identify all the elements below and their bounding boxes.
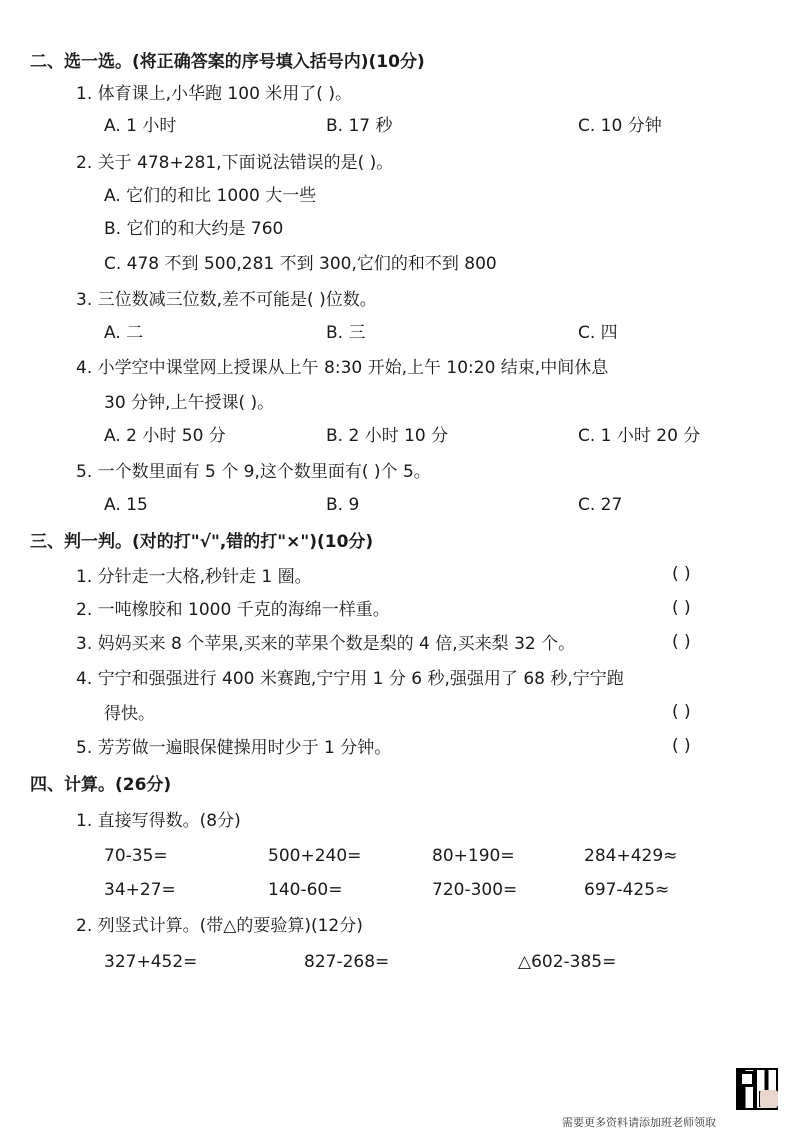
calc-item: 697-425≈ xyxy=(584,880,670,900)
calc-item: 140-60= xyxy=(268,880,343,900)
question-4: 4. 小学空中课堂网上授课从上午 8:30 开始,上午 10:20 结束,中间休息 xyxy=(76,358,609,378)
q3-option-b: B. 三 xyxy=(326,323,366,343)
judge-item-3: 3. 妈妈买来 8 个苹果,买来的苹果个数是梨的 4 倍,买来梨 32 个。 xyxy=(76,634,576,654)
q2-option-c: C. 478 不到 500,281 不到 300,它们的和不到 800 xyxy=(104,254,497,274)
judge-item-5: 5. 芳芳做一遍眼保健操用时少于 1 分钟。 xyxy=(76,738,392,758)
judge-item-4: 4. 宁宁和强强进行 400 米赛跑,宁宁用 1 分 6 秒,强强用了 68 秒,宁宁跑 xyxy=(76,669,624,689)
answer-blank[interactable]: ( ) xyxy=(672,632,691,652)
q4-option-a: A. 2 小时 50 分 xyxy=(104,426,226,446)
question-4-cont: 30 分钟,上午授课( )。 xyxy=(104,393,275,413)
answer-blank[interactable]: ( ) xyxy=(672,598,691,618)
q5-option-c: C. 27 xyxy=(578,495,623,515)
judge-item-1: 1. 分针走一大格,秒针走 1 圈。 xyxy=(76,567,312,587)
section-2-title: 二、选一选。(将正确答案的序号填入括号内)(10分) xyxy=(30,52,425,72)
section-4-title: 四、计算。(26分) xyxy=(30,775,172,795)
calc-item: 70-35= xyxy=(104,846,168,866)
calc-item: 720-300= xyxy=(432,880,518,900)
q1-option-c: C. 10 分钟 xyxy=(578,116,662,136)
calc-item: 34+27= xyxy=(104,880,176,900)
vertical-calc-item: 327+452= xyxy=(104,952,198,972)
question-5: 5. 一个数里面有 5 个 9,这个数里面有( )个 5。 xyxy=(76,462,431,482)
question-2: 2. 关于 478+281,下面说法错误的是( )。 xyxy=(76,153,394,173)
part-2-title: 2. 列竖式计算。(带△的要验算)(12分) xyxy=(76,916,363,936)
q1-option-b: B. 17 秒 xyxy=(326,116,393,136)
judge-item-4-cont: 得快。 xyxy=(104,704,155,724)
answer-blank[interactable]: ( ) xyxy=(672,564,691,584)
question-3: 3. 三位数减三位数,差不可能是( )位数。 xyxy=(76,290,377,310)
avatar xyxy=(760,1090,778,1108)
q2-option-a: A. 它们的和比 1000 大一些 xyxy=(104,186,317,206)
calc-item: 500+240= xyxy=(268,846,362,866)
q4-option-b: B. 2 小时 10 分 xyxy=(326,426,449,446)
q5-option-b: B. 9 xyxy=(326,495,360,515)
vertical-calc-item: 827-268= xyxy=(304,952,390,972)
q3-option-a: A. 二 xyxy=(104,323,144,343)
q3-option-c: C. 四 xyxy=(578,323,618,343)
section-3-title: 三、判一判。(对的打"√",错的打"×")(10分) xyxy=(30,532,374,552)
answer-blank[interactable]: ( ) xyxy=(672,702,691,722)
q4-option-c: C. 1 小时 20 分 xyxy=(578,426,701,446)
calc-item: 80+190= xyxy=(432,846,515,866)
judge-item-2: 2. 一吨橡胶和 1000 千克的海绵一样重。 xyxy=(76,600,390,620)
q1-option-a: A. 1 小时 xyxy=(104,116,177,136)
question-1: 1. 体育课上,小华跑 100 米用了( )。 xyxy=(76,84,352,104)
footer-note: 需要更多资料请添加班老师领取 xyxy=(562,1116,716,1129)
vertical-calc-item: △602-385= xyxy=(518,952,617,972)
answer-blank[interactable]: ( ) xyxy=(672,736,691,756)
q2-option-b: B. 它们的和大约是 760 xyxy=(104,219,284,239)
part-1-title: 1. 直接写得数。(8分) xyxy=(76,811,241,831)
q5-option-a: A. 15 xyxy=(104,495,148,515)
calc-item: 284+429≈ xyxy=(584,846,678,866)
